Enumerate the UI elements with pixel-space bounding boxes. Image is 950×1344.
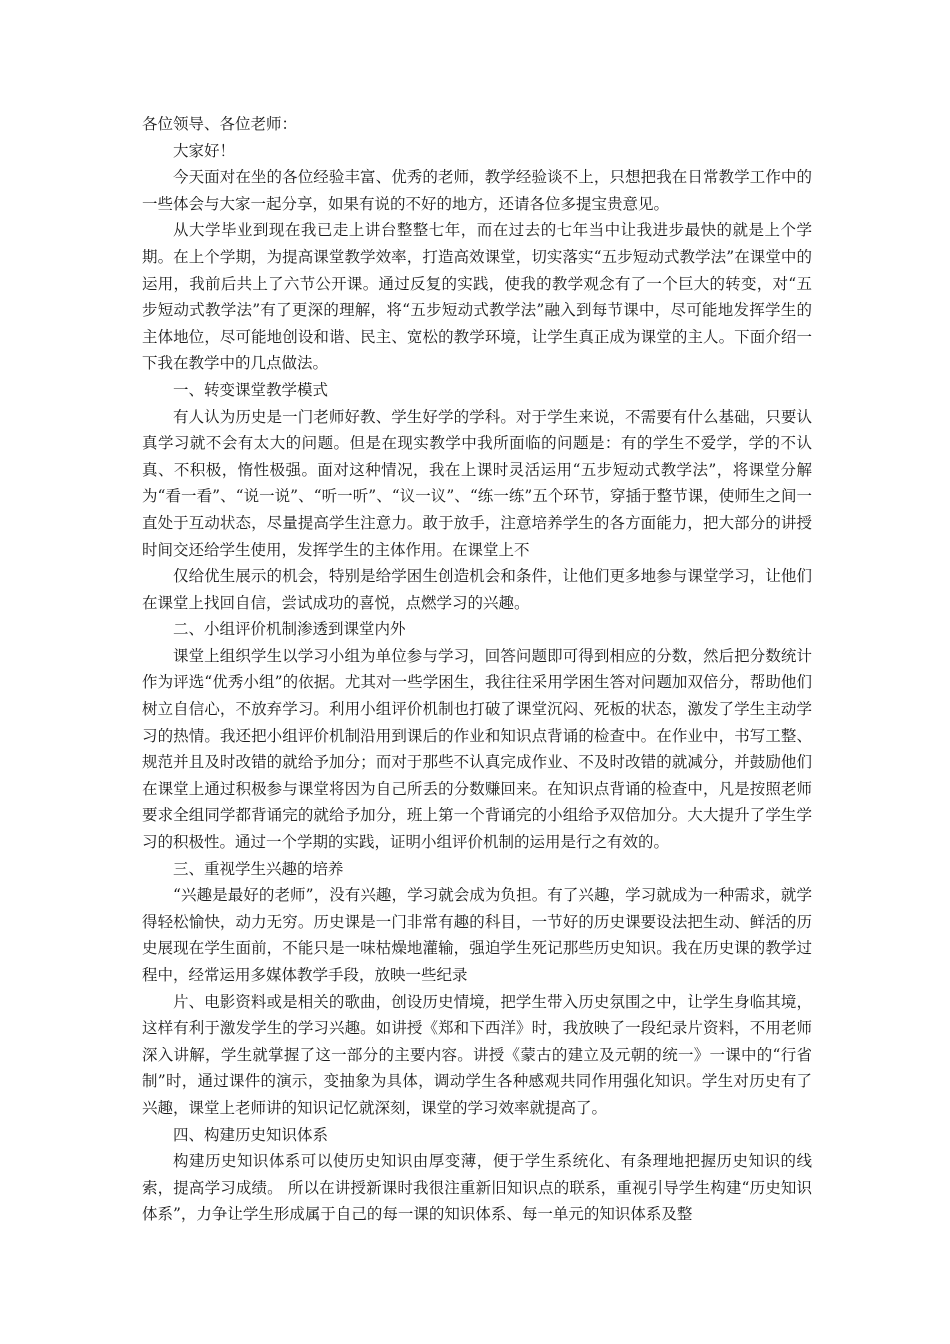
section-heading: 四、构建历史知识体系 [173,1125,329,1144]
section-heading: 二、小组评价机制渗透到课堂内外 [173,620,406,639]
paragraph: 课堂上组织学生以学习小组为单位参与学习，回答问题即可得到相应的分数，然后把分数统计作为评选“优秀小组”的依据。尤其对一些学困生，我往往采用学困生答对问题加双倍分，帮助他们树立自信心，不放弃学习。利用小组评价机制也打破了课堂沉闷、死板的状态，激发了学生主动学习的热情。我还把小组评价机制沿用到课后的作业和知识点背诵的检查中。在作业中，书写工整、规范并且及时改错的就给予加分；而对于那些不认真完成作业、不及时改错的就减分，并鼓励他们在课堂上通过积极参与课堂将因为自己所丢的分数赚回来。在知识点背诵的检查中，凡是按照老师要求全组同学都背诵完的就给予加分，班上第一个背诵完的小组给予双倍加分。大大提升了学生学习的积极性。通过一个学期的实践，证明小组评价机制的运用是行之有效的。 [142,646,812,852]
section-heading: 三、重视学生兴趣的培养 [173,859,344,878]
paragraph: 构建历史知识体系可以使历史知识由厚变薄，便于学生系统化、有条理地把握历史知识的线索，提高学习成绩。 所以在讲授新课时我很注重新旧知识点的联系，重视引导学生构建“历史知识体系”，力争让学生形成属于自己的每一课的知识体系、每一单元的知识体系及整 [142,1152,812,1224]
paragraph: 今天面对在坐的各位经验丰富、优秀的老师，教学经验谈不上，只想把我在日常教学工作中的一些体会与大家一起分享，如果有说的不好的地方，还请各位多提宝贵意见。 [142,168,812,213]
paragraph: 从大学毕业到现在我已走上讲台整整七年，而在过去的七年当中让我进步最快的就是上个学期。在上个学期，为提高课堂教学效率，打造高效课堂，切实落实“五步短动式教学法”在课堂中的运用，我前后共上了六节公开课。通过反复的实践，使我的教学观念有了一个巨大的转变，对“五步短动式教学法”有了更深的理解，将“五步短动式教学法”融入到每节课中，尽可能地发挥学生的主体地位，尽可能地创设和谐、民主、宽松的教学环境，让学生真正成为课堂的主人。下面介绍一下我在教学中的几点做法。 [142,221,812,373]
paragraph: 仅给优生展示的机会，特别是给学困生创造机会和条件，让他们更多地参与课堂学习，让他们在课堂上找回自信，尝试成功的喜悦，点燃学习的兴趣。 [142,567,812,612]
document-body [142,111,812,1228]
paragraph: 片、电影资料或是相关的歌曲，创设历史情境，把学生带入历史氛围之中，让学生身临其境，这样有利于激发学生的学习兴趣。如讲授《郑和下西洋》时，我放映了一段纪录片资料，不用老师深入讲解，学生就掌握了这一部分的主要内容。讲授《蒙古的建立及元朝的统一》一课中的“行省制”时，通过课件的演示，变抽象为具体，调动学生各种感观共同作用强化知识。学生对历史有了兴趣，课堂上老师讲的知识记忆就深刻，课堂的学习效率就提高了。 [142,992,812,1117]
salutation: 各位领导、各位老师： [142,115,298,133]
section-heading: 一、转变课堂教学模式 [173,380,329,399]
paragraph: “兴趣是最好的老师”，没有兴趣，学习就会成为负担。有了兴趣，学习就成为一种需求，就学得轻松愉快，动力无穷。历史课是一门非常有趣的科目，一节好的历史课要设法把生动、鲜活的历史展现在学生面前，不能只是一味枯燥地灌输，强迫学生死记那些历史知识。我在历史课的教学过程中，经常运用多媒体教学手段，放映一些纪录 [142,886,812,984]
greeting: 大家好！ [173,141,236,160]
paragraph: 有人认为历史是一门老师好教、学生好学的学科。对于学生来说，不需要有什么基础，只要认真学习就不会有太大的问题。但是在现实教学中我所面临的问题是：有的学生不爱学，学的不认真、不积极，惰性极强。面对这种情况，我在上课时灵活运用“五步短动式教学法”，将课堂分解为“看一看”、“说一说”、“听一听”、“议一议”、“练一练”五个环节，穿插于整节课，使师生之间一直处于互动状态，尽量提高学生注意力。敢于放手，注意培养学生的各方面能力，把大部分的讲授时间交还给学生使用，发挥学生的主体作用。在课堂上不 [142,407,812,559]
